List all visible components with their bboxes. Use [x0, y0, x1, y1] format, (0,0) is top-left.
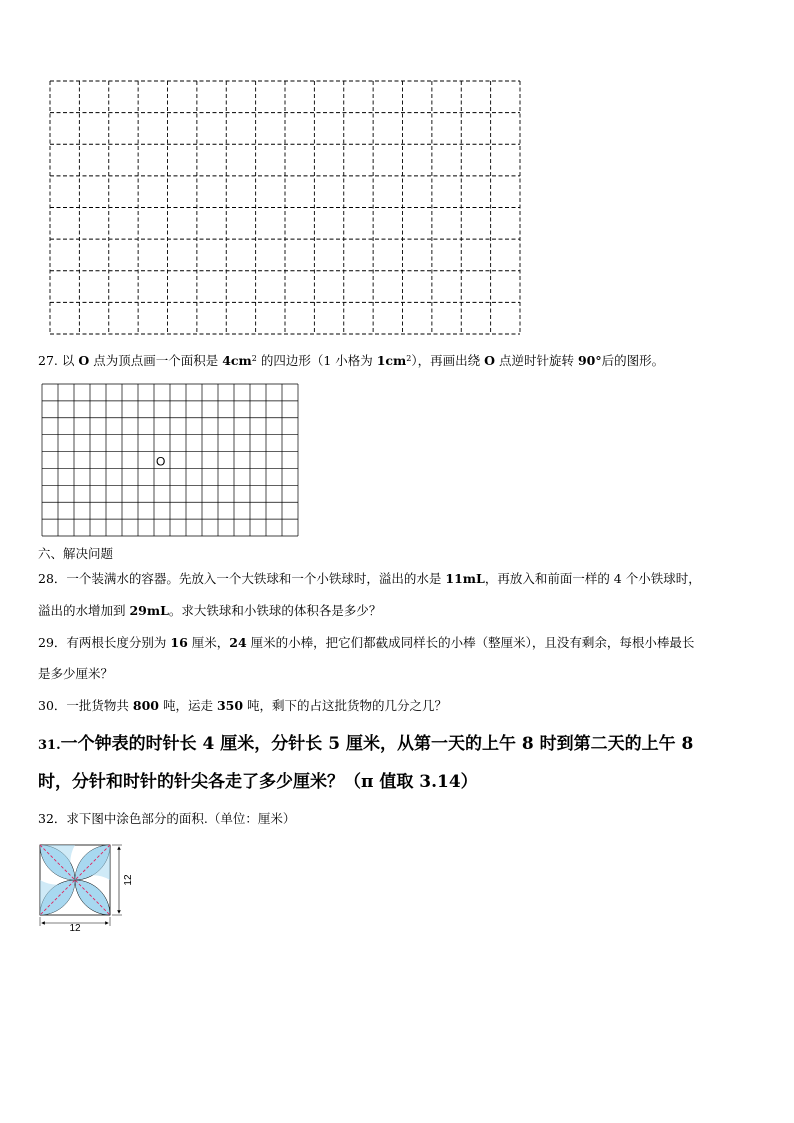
question-28-line-1: 28．一个装满水的容器。先放入一个大铁球和一个小铁球时，溢出的水是 11mL，再放入和前面一样的 4 个小铁球时，	[38, 571, 701, 586]
question-27: 27. 以 O 点为顶点画一个面积是 $4cm^2$ 的四边形（1 小格为 $1cm^2$），再画出绕 O 点逆时针旋转 90°后的图形。	[38, 353, 665, 368]
point-o-label: O	[156, 454, 166, 469]
q27-number: 27.	[38, 353, 58, 368]
dashed-grid	[49, 80, 521, 335]
question-31-line-2: 时，分针和时针的针尖各走了多少厘米？（π 值取 3.14）	[38, 772, 478, 792]
section-heading: 六、解决问题	[38, 546, 114, 561]
dimension-right-label: 12	[123, 874, 134, 886]
question-31-line-1: 31.一个钟表的时针长 4 厘米，分针长 5 厘米，从第一天的上午 8 时到第二天的上午 8	[38, 734, 694, 754]
shaded-figure	[36, 840, 136, 932]
square-grid	[41, 383, 299, 537]
question-32: 32．求下图中涂色部分的面积.（单位：厘米）	[38, 811, 296, 826]
dimension-bottom-label: 12	[69, 923, 81, 932]
question-29-line-2: 是多少厘米？	[38, 666, 114, 681]
question-29-line-1: 29．有两根长度分别为 16 厘米，24 厘米的小棒，把它们都截成同样长的小棒（整厘米），且没有剩余，每根小棒最长	[38, 635, 695, 650]
q31-number: 31.	[38, 738, 61, 753]
question-30: 30．一批货物共 800 吨，运走 350 吨，剩下的占这批货物的几分之几？	[38, 698, 448, 713]
question-28-line-2: 溢出的水增加到 29mL。求大铁球和小铁球的体积各是多少？	[38, 603, 382, 618]
